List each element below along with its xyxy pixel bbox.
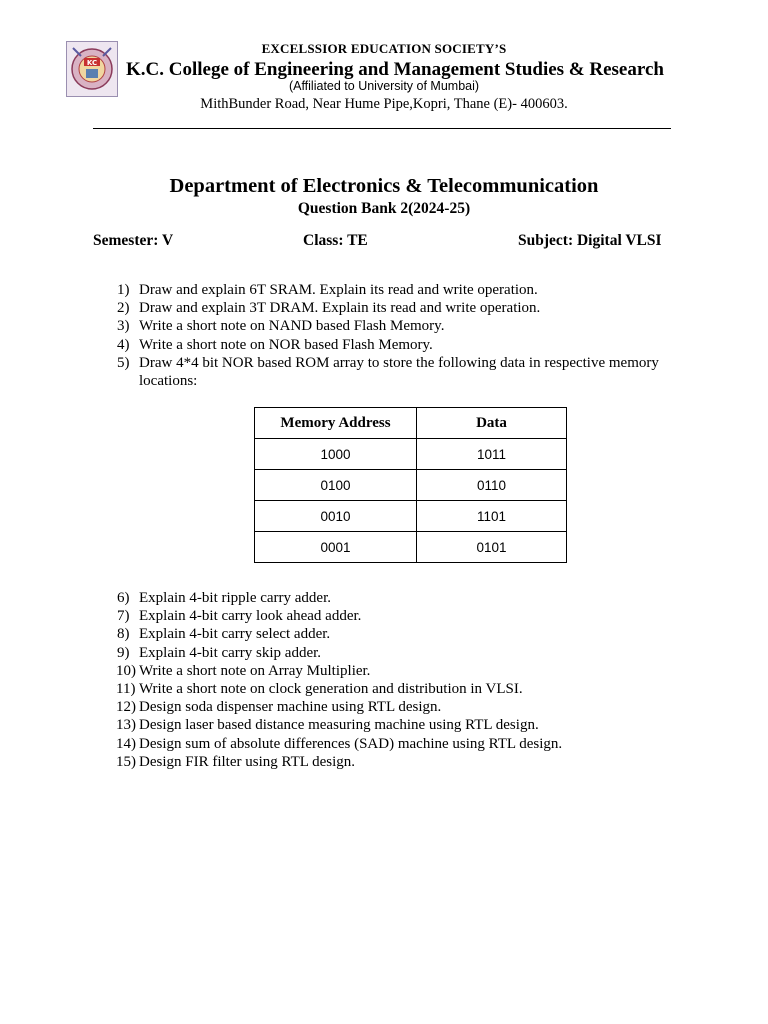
- question-text: Explain 4-bit carry look ahead adder.: [139, 608, 362, 625]
- question-item: [0, 716, 768, 734]
- question-item: [0, 299, 768, 317]
- question-number: 1): [117, 282, 130, 298]
- table-cell-data: 0110: [417, 470, 567, 501]
- question-item: [0, 698, 768, 716]
- question-item: [0, 607, 768, 625]
- question-number: 13): [116, 717, 136, 734]
- column-header-memory-address: Memory Address: [255, 408, 417, 439]
- table-cell-address: 0100: [255, 470, 417, 501]
- society-name: EXCELSSIOR EDUCATION SOCIETY’S: [261, 41, 507, 56]
- table-row: [255, 470, 567, 501]
- question-text: Explain 4-bit carry skip adder.: [139, 644, 322, 661]
- question-item: [0, 354, 768, 390]
- table-cell-data: 0101: [417, 532, 567, 563]
- table-cell-data: 1011: [417, 439, 567, 470]
- question-text: Design FIR filter using RTL design.: [139, 753, 356, 770]
- question-text: Write a short note on NAND based Flash Memory.: [139, 318, 445, 335]
- question-text: Write a short note on NOR based Flash Memory.: [139, 336, 433, 353]
- question-number: 11): [116, 680, 136, 697]
- question-number: 8): [117, 626, 130, 643]
- class-label: Class: TE: [303, 232, 368, 249]
- question-text: Design laser based distance measuring machine using RTL design.: [139, 717, 539, 734]
- table-cell-data: 1101: [417, 501, 567, 532]
- table-cell-address: 0010: [255, 501, 417, 532]
- question-text: Write a short note on Array Multiplier.: [139, 662, 371, 679]
- question-text: Design soda dispenser machine using RTL design.: [139, 699, 442, 716]
- question-number: 12): [116, 699, 136, 716]
- question-text: Explain 4-bit carry select adder.: [139, 626, 331, 643]
- question-number: 7): [117, 608, 130, 625]
- question-number: 14): [116, 735, 136, 752]
- question-item: [0, 644, 768, 662]
- question-number: 6): [117, 590, 130, 606]
- question-item: [0, 317, 768, 335]
- table-row: [255, 439, 567, 470]
- question-number: 3): [117, 318, 130, 335]
- question-number: 15): [116, 753, 136, 770]
- question-list-part1: [0, 281, 768, 390]
- table-cell-address: 1000: [255, 439, 417, 470]
- question-text: Design sum of absolute differences (SAD) machine using RTL design.: [139, 735, 563, 752]
- question-item: [0, 680, 768, 698]
- question-number: 9): [117, 644, 130, 661]
- column-header-data: Data: [417, 408, 567, 439]
- table-row: [255, 532, 567, 563]
- question-number: 10): [116, 662, 136, 679]
- question-item: [0, 753, 768, 771]
- question-text: Write a short note on clock generation and distribution in VLSI.: [139, 680, 523, 697]
- question-text: Draw and explain 3T DRAM. Explain its read and write operation.: [139, 300, 541, 317]
- question-text: Draw 4*4 bit NOR based ROM array to store the following data in respective memory locations:: [139, 354, 659, 389]
- question-list-part2: [0, 589, 768, 771]
- table-row: [255, 501, 567, 532]
- question-number: 5): [117, 354, 130, 371]
- college-name: K.C. College of Engineering and Management Studies & Research: [126, 59, 664, 80]
- question-item: [0, 589, 768, 607]
- table-header-row: [255, 408, 567, 439]
- question-item: [0, 625, 768, 643]
- question-item: [0, 662, 768, 680]
- svg-text:KC: KC: [86, 59, 98, 67]
- question-item: [0, 281, 768, 299]
- table-cell-address: 0001: [255, 532, 417, 563]
- affiliation: (Affiliated to University of Mumbai): [288, 79, 480, 93]
- question-number: 2): [117, 300, 130, 317]
- department-title: Department of Electronics & Telecommunication: [169, 175, 599, 197]
- header-divider: [93, 128, 671, 129]
- college-address: MithBunder Road, Near Hume Pipe,Kopri, Thane (E)- 400603.: [200, 96, 568, 112]
- question-item: [0, 735, 768, 753]
- question-text: Explain 4-bit ripple carry adder.: [139, 590, 332, 606]
- question-bank-title: Question Bank 2(2024-25): [297, 200, 471, 217]
- semester-label: Semester: V: [93, 232, 174, 249]
- question-item: [0, 336, 768, 354]
- question-text: Draw and explain 6T SRAM. Explain its read and write operation.: [139, 282, 538, 298]
- subject-label: Subject: Digital VLSI: [518, 232, 662, 249]
- memory-data-table: [254, 407, 567, 563]
- question-number: 4): [117, 336, 130, 353]
